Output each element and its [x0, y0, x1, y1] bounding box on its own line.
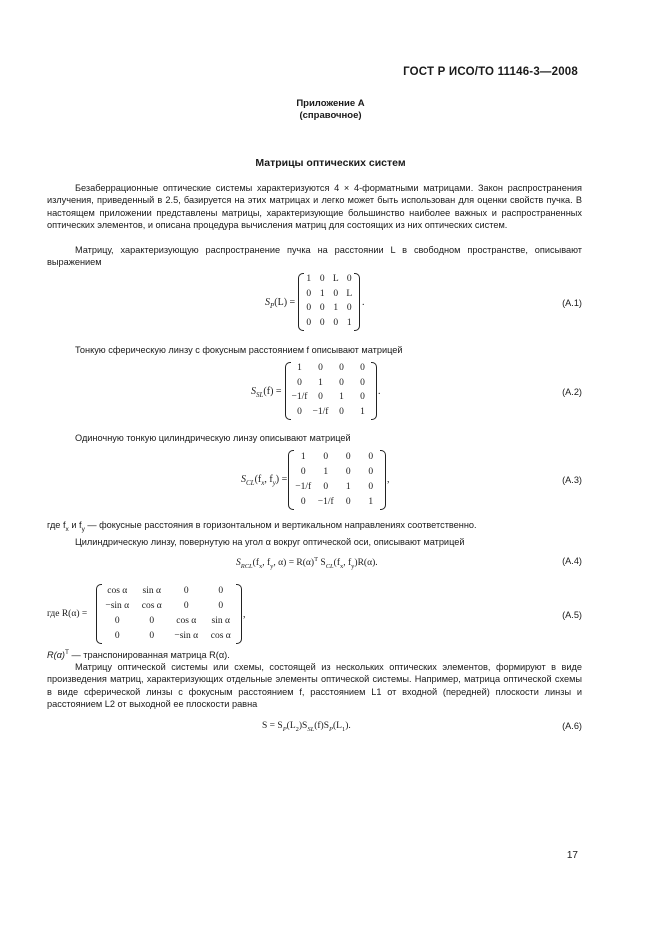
equation-number-a5: (А.5) — [562, 610, 582, 620]
matrix-a5 — [96, 584, 242, 644]
matrix-cell: 1 — [297, 363, 302, 374]
matrix-cell: 0 — [306, 288, 312, 299]
matrix-cell: −1/f — [312, 406, 329, 417]
matrix-cell: 0 — [345, 466, 351, 477]
matrix-cell: −1/f — [317, 496, 334, 507]
matrix-cell: 0 — [319, 303, 325, 314]
matrix-cell: 0 — [300, 466, 306, 477]
matrix-cell: 0 — [114, 615, 120, 626]
matrix-cell: L — [346, 288, 353, 299]
matrix-cell: 0 — [339, 363, 344, 374]
paragraph-system-matrix — [47, 661, 582, 711]
matrix-cell: 0 — [346, 303, 352, 314]
equation-number-a6: (А.6) — [562, 721, 582, 731]
paragraph-free-space — [47, 244, 582, 269]
matrix-cell: 0 — [149, 615, 155, 626]
paragraph-transpose: $R(\alpha)^T$ — транспонированная матрица R(α). — [47, 649, 230, 661]
equation-a1-lhs: $S_P(L)$ = — [265, 297, 296, 310]
matrix-cell: 0 — [300, 496, 306, 507]
matrix-cell: 1 — [339, 392, 344, 403]
matrix-cell: 1 — [318, 377, 323, 388]
matrix-cell: 1 — [319, 288, 325, 299]
matrix-cell: 1 — [360, 406, 365, 417]
matrix-cell: cos α — [210, 630, 231, 641]
matrix-cell: 1 — [368, 496, 374, 507]
matrix-cell: 1 — [300, 451, 306, 462]
matrix-cell: 0 — [360, 377, 365, 388]
matrix-cell: 0 — [345, 451, 351, 462]
matrix-cell: 0 — [346, 274, 352, 285]
equation-punct: , — [387, 474, 390, 485]
matrix-cell: 0 — [183, 585, 189, 596]
matrix-cell: 0 — [360, 363, 365, 374]
matrix-cell: 0 — [218, 600, 224, 611]
page-number: 17 — [566, 850, 578, 861]
matrix-a1 — [298, 273, 360, 331]
equation-a6: $S = S_P(L_2)S_{SL}(f)S_P(L_1)$. — [262, 721, 351, 733]
matrix-cell: 0 — [368, 466, 374, 477]
equation-punct: , — [243, 609, 246, 620]
matrix-cell: cos α — [176, 615, 197, 626]
matrix-cell: 0 — [368, 481, 374, 492]
matrix-cell: 0 — [306, 303, 312, 314]
appendix-note: (справочное) — [299, 110, 362, 121]
section-title: Матрицы оптических систем — [255, 157, 406, 169]
paragraph-text: Матрицу оптической системы или схемы, состоящей из нескольких оптических элементов, формируют в виде произведения матриц, характеризующих отдельные элементы оптической системы. Например, матрица оптической схемы в виде сферической линзы с фокусным расстоянием f, расстоянием L1 от входной (передней) плоскости линзы и расстоянием L2 от выходной ее плоскости равна — [47, 662, 582, 710]
matrix-cell: 0 — [319, 317, 325, 328]
matrix-cell: 0 — [306, 317, 312, 328]
equation-punct: . — [362, 297, 365, 308]
paragraph-thin-lens — [47, 344, 582, 356]
matrix-cell: 1 — [345, 481, 351, 492]
matrix-cell: 0 — [149, 630, 155, 641]
paragraph-text: Цилиндрическую линзу, повернутую на угол α вокруг оптической оси, описывают матрицей — [75, 537, 465, 547]
matrix-cell: 0 — [333, 288, 339, 299]
equation-a3-lhs: $S_{CL}(f_x$, $f_y$) = — [241, 474, 288, 487]
matrix-cell: 0 — [323, 481, 329, 492]
equation-number-a4: (А.4) — [562, 556, 582, 566]
matrix-cell: −1/f — [291, 392, 308, 403]
equation-number-a1: (А.1) — [562, 298, 582, 308]
matrix-cell: 0 — [297, 377, 302, 388]
matrix-cell: 0 — [368, 451, 374, 462]
matrix-a2 — [285, 362, 377, 420]
matrix-cell: 0 — [114, 630, 120, 641]
matrix-cell: 1 — [333, 303, 339, 314]
matrix-a3 — [288, 450, 386, 510]
document-header: ГОСТ Р ИСО/ТО 11146-3—2008 — [403, 66, 578, 78]
matrix-cell: 0 — [360, 392, 365, 403]
matrix-cell: −sin α — [105, 600, 130, 611]
equation-a2-lhs: $S_{SL}(f)$ = — [251, 386, 282, 399]
matrix-cell: 0 — [297, 406, 302, 417]
equation-number-a2: (А.2) — [562, 387, 582, 397]
matrix-cell: 0 — [345, 496, 351, 507]
paragraph-intro — [47, 182, 582, 232]
paragraph-cyl-lens — [47, 432, 582, 444]
matrix-cell: sin α — [211, 615, 230, 626]
matrix-cell: 0 — [319, 274, 325, 285]
matrix-cell: L — [332, 274, 339, 285]
matrix-cell: 0 — [218, 585, 224, 596]
matrix-cell: 0 — [318, 363, 323, 374]
matrix-cell: 0 — [333, 317, 339, 328]
matrix-cell: 1 — [306, 274, 312, 285]
matrix-cell: sin α — [142, 585, 161, 596]
equation-a4: $S_{RCL}(f_x$, $f_y$, $\alpha) = R(\alpha)^T$ $S_{CL}(f_x$, $f_y)R(\alpha)$. — [236, 556, 378, 571]
matrix-cell: −1/f — [295, 481, 312, 492]
paragraph-rotated-lens — [47, 536, 582, 548]
matrix-cell: 0 — [183, 600, 189, 611]
equation-punct: . — [378, 386, 381, 397]
paragraph-focal-definition: где $f_x$ и $f_y$ — фокусные расстояния в горизонтальном и вертикальном направлениях соответственно. — [47, 520, 477, 533]
matrix-cell: 0 — [323, 451, 329, 462]
paragraph-text: Одиночную тонкую цилиндрическую линзу описывают матрицей — [75, 433, 351, 443]
matrix-cell: 0 — [339, 377, 344, 388]
matrix-cell: 0 — [318, 392, 323, 403]
equation-number-a3: (А.3) — [562, 475, 582, 485]
matrix-cell: 1 — [323, 466, 329, 477]
matrix-cell: cos α — [141, 600, 162, 611]
appendix-title: Приложение А — [296, 98, 365, 109]
matrix-cell: −sin α — [174, 630, 199, 641]
paragraph-text: Безаберрационные оптические системы характеризуются 4 × 4-форматными матрицами. Закон распространения излучения, приведенный в 2.5, базируется на этих матрицах и легко может быть использован для оценки свойств пучка. В настоящем приложении представлены матрицы, характеризующие большинство наиболее важных и распространенных оптических элементов, и описана процедура вычисления матриц для состоящих из них оптических систем. — [47, 183, 582, 231]
paragraph-text: Матрицу, характеризующую распространение пучка на расстоянии L в свободном пространстве, описывают выражением — [47, 245, 582, 268]
matrix-cell: 0 — [339, 406, 344, 417]
matrix-cell: cos α — [107, 585, 128, 596]
equation-a5-lhs: где R(α) = — [47, 609, 88, 619]
paragraph-text: Тонкую сферическую линзу с фокусным расстоянием f описывают матрицей — [75, 345, 403, 355]
matrix-cell: 1 — [346, 317, 352, 328]
